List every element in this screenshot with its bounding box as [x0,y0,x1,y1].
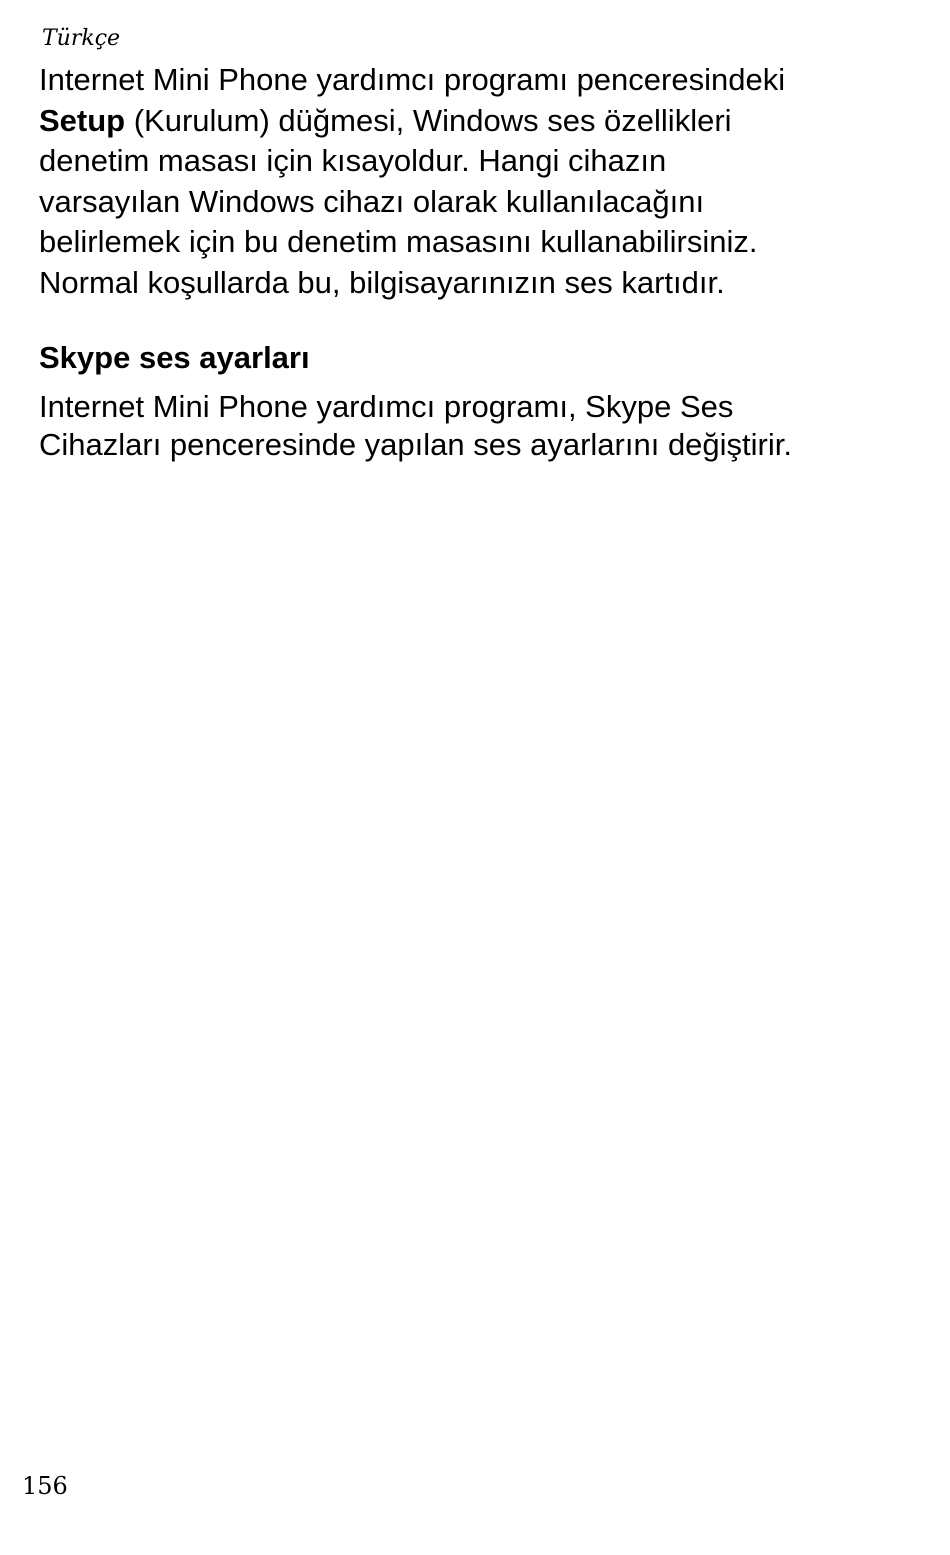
paragraph-line: Internet Mini Phone yardımcı programı penceresindeki [39,62,786,97]
paragraph-line: Normal koşullarda bu, bilgisayarınızın ses kartıdır. [39,264,725,300]
paragraph-line: Cihazları penceresinde yapılan ses ayarlarını değiştirir. [39,426,792,462]
paragraph-line: denetim masası için kısayoldur. Hangi cihazın [39,143,667,178]
paragraph-skype-audio [39,388,792,463]
paragraph-line: belirlemek için bu denetim masasını kullanabilirsiniz. [39,224,758,259]
setup-term: Setup [39,102,126,138]
paragraph-intro [39,60,785,303]
paragraph-line: Internet Mini Phone yardımcı programı, Skype Ses [39,389,734,424]
paragraph-line [39,101,785,142]
section-heading: Skype ses ayarları [39,340,310,375]
paragraph-line: varsayılan Windows cihazı olarak kullanılacağını [39,183,705,219]
running-head: Türkçe [42,26,121,51]
page-number: 156 [22,1472,68,1500]
paragraph-line-rest: (Kurulum) düğmesi, Windows ses özellikleri [125,102,732,138]
